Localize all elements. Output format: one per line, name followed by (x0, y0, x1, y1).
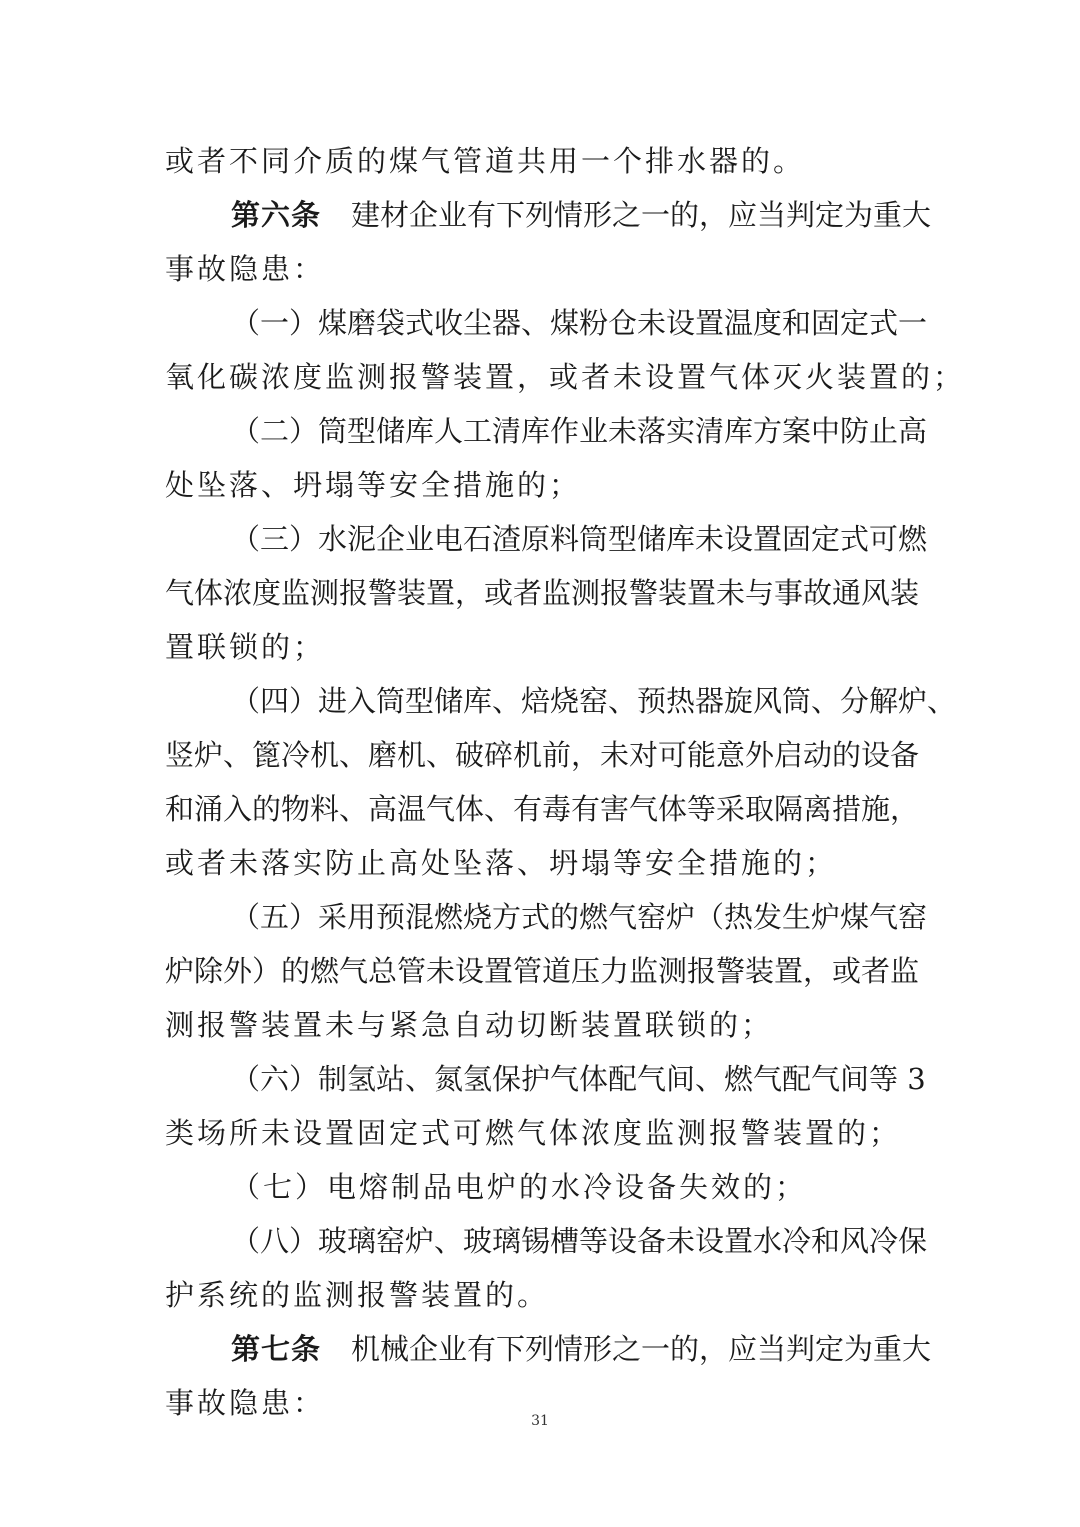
paragraph-line: （四）进入筒型储库、焙烧窑、预热器旋风筒、分解炉、 (231, 684, 957, 718)
paragraph-line: 竖炉、篦冷机、磨机、破碎机前，未对可能意外启动的设备 (165, 738, 920, 772)
paragraph-line: 事故隐患： (165, 1386, 326, 1420)
article-6-label: 第六条 (231, 198, 322, 232)
paragraph-line: （七）电熔制品电炉的水冷设备失效的； (231, 1170, 808, 1204)
paragraph-line: （五）采用预混燃烧方式的燃气窑炉（热发生炉煤气窑 (231, 900, 928, 934)
paragraph-line: 或者不同介质的煤气管道共用一个排水器的。 (165, 144, 806, 178)
paragraph-line: 氧化碳浓度监测报警装置，或者未设置气体灭火装置的； (165, 360, 966, 394)
paragraph-line: （六）制氢站、氮氢保护气体配气间、燃气配气间等 3 (231, 1062, 926, 1096)
paragraph-line: （一）煤磨袋式收尘器、煤粉仓未设置温度和固定式一 (231, 306, 928, 340)
paragraph-line: 事故隐患： (165, 252, 326, 286)
paragraph-line: （八）玻璃窑炉、玻璃锡槽等设备未设置水冷和风冷保 (231, 1224, 928, 1258)
article-6-heading-line (231, 195, 932, 235)
page-number: 31 (531, 1413, 549, 1429)
paragraph-line: 气体浓度监测报警装置，或者监测报警装置未与事故通风装 (165, 576, 920, 610)
paragraph-line: 类场所未设置固定式可燃气体浓度监测报警装置的； (165, 1116, 902, 1150)
paragraph-line: 护系统的监测报警装置的。 (165, 1278, 550, 1312)
article-6-text: 建材企业有下列情形之一的，应当判定为重大 (351, 198, 932, 232)
article-7-label: 第七条 (231, 1332, 322, 1366)
paragraph-line: 处坠落、坍塌等安全措施的； (165, 468, 582, 502)
paragraph-line: 炉除外）的燃气总管未设置管道压力监测报警装置，或者监 (165, 954, 920, 988)
article-7-heading-line (231, 1329, 932, 1369)
paragraph-line: 测报警装置未与紧急自动切断装置联锁的； (165, 1008, 774, 1042)
article-7-text: 机械企业有下列情形之一的，应当判定为重大 (351, 1332, 932, 1366)
paragraph-line: 或者未落实防止高处坠落、坍塌等安全措施的； (165, 846, 838, 880)
paragraph-line: 和涌入的物料、高温气体、有毒有害气体等采取隔离措施， (165, 792, 920, 826)
paragraph-line: （二）筒型储库人工清库作业未落实清库方案中防止高 (231, 414, 928, 448)
paragraph-line: 置联锁的； (165, 630, 326, 664)
paragraph-line: （三）水泥企业电石渣原料筒型储库未设置固定式可燃 (231, 522, 928, 556)
